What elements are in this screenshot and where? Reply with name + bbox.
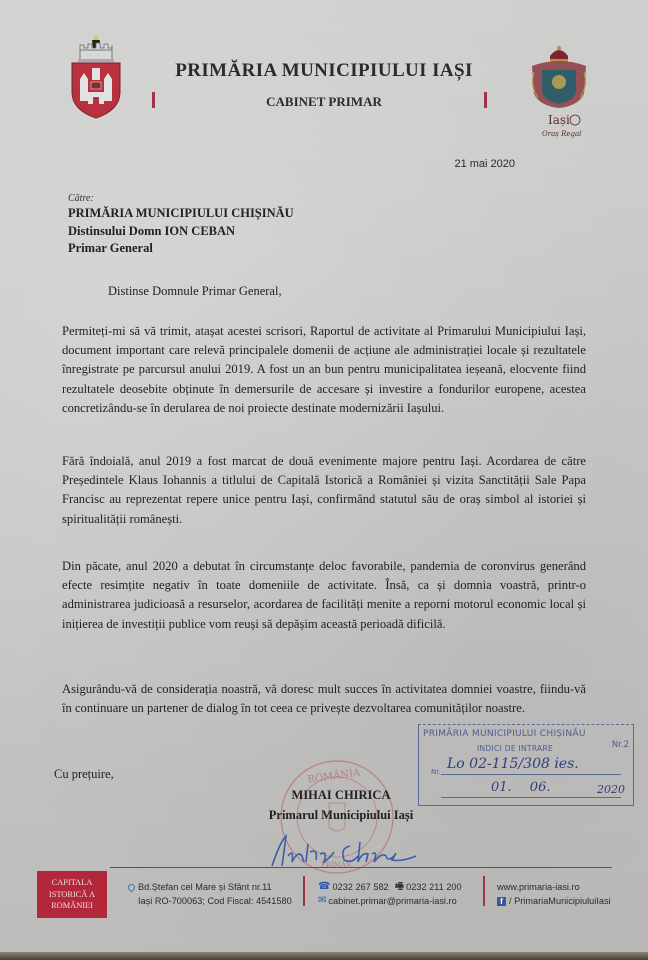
stamp-number-label: Nr. xyxy=(431,768,441,776)
body-paragraph: Din păcate, anul 2020 a debutat în circumstanțe deloc favorabile, pandemia de coronvirus generând efecte resimțite negativ în toate domeniile de activitate. Însă, ca și domnia voastră, printr-o administrarea judicioasă a resurselor, acordarea de facilități menite a reporni motorul economic local și inițierea de investiții publice vom reuși să depășim această perioadă dificilă. xyxy=(62,559,586,631)
phone-number[interactable]: 0232 267 582 xyxy=(332,882,389,892)
svg-text:ROMÂNIA: ROMÂNIA xyxy=(306,767,361,786)
recipient-institution: PRIMĂRIA MUNICIPIULUI CHIȘINĂU xyxy=(68,206,294,220)
signer-title: Primarul Municipiului Iași xyxy=(268,808,414,822)
table-edge xyxy=(0,952,648,960)
address-line-2: Iași RO-700063; Cod Fiscal: 4541580 xyxy=(138,896,292,906)
footer-divider xyxy=(110,867,612,868)
email-address[interactable]: cabinet.primar@primaria-iasi.ro xyxy=(328,896,457,906)
stamp-year: 2020 xyxy=(597,783,625,796)
svg-text:Iași: Iași xyxy=(548,113,570,127)
signer-name: MIHAI CHIRICA xyxy=(291,788,391,802)
facebook-icon: f xyxy=(497,897,506,906)
badge-line: ISTORICĂ A xyxy=(48,889,96,899)
recipient-name: Distinsului Domn ION CEBAN xyxy=(68,223,236,238)
footer-contact xyxy=(318,880,462,908)
letter-date: 21 mai 2020 xyxy=(454,158,515,170)
footer-address xyxy=(128,880,292,908)
recipient-label: Către: xyxy=(68,193,94,204)
svg-text:Oraș Regal: Oraș Regal xyxy=(542,130,582,138)
stamp-nr: Nr.2 xyxy=(611,740,629,750)
footer-divider-bar xyxy=(303,876,305,906)
salutation: Distinse Domnule Primar General, xyxy=(108,284,282,298)
email-icon: ✉ xyxy=(318,895,327,906)
recipient-block xyxy=(68,193,294,258)
location-pin-icon xyxy=(127,882,137,892)
department-name: CABINET PRIMAR xyxy=(266,94,382,109)
stamp-registration-number: Lo 02-115/308 ies. xyxy=(447,756,579,772)
badge-line: CAPITALA xyxy=(51,878,93,888)
closing: Cu prețuire, xyxy=(54,767,114,781)
stamp-rule xyxy=(441,797,621,798)
stamp-rule xyxy=(441,774,621,775)
badge-line: ROMÂNIEI xyxy=(51,901,93,911)
body-paragraph: Permiteți-mi să vă trimit, atașat acestei scrisori, Raportul de activitate al Primarului Municipiului Iași, document important care relevă principalele domenii de acțiune ale administrației locale și rezultatele înregistrate pe parcursul anului 2019. A fost un an bun pentru municipalitatea ieșeană, elocvente fiind rezultatele deosebite obținute în demersurile de accesare și investire a fondurilor europene, acestea concretizându-se în derularea de noi proiecte destinate modernizării Iașului. xyxy=(62,324,586,415)
iasi-royal-city-logo xyxy=(528,42,590,140)
fax-icon: 🖷 xyxy=(394,881,405,892)
phone-icon: ☎ xyxy=(318,881,331,892)
stamp-institution: PRIMĂRIA MUNICIPIULUI CHIȘINĂU xyxy=(423,729,586,739)
institution-name: PRIMĂRIA MUNICIPIULUI IAȘI xyxy=(175,60,473,81)
recipient-title: Primar General xyxy=(68,241,153,255)
stamp-subtitle: INDICI DE INTRARE xyxy=(477,744,554,753)
body-paragraph: Fără îndoială, anul 2019 a fost marcat de două evenimente majore pentru Iași. Acordarea de către Președintele Klaus Iohannis a titlului de Capitală Istorică a României și vizita Sanctității Sale Papa Francisc au reprezentat repere unice pentru Iași, confirmând statutul său de oraș simbol al istoriei și spiritualității românești. xyxy=(62,454,586,526)
facebook-link[interactable]: / PrimariaMunicipiuluiIasi xyxy=(509,896,611,906)
header-divider-right xyxy=(484,92,487,108)
svg-text:PRIMAR: PRIMAR xyxy=(321,861,352,869)
website-link[interactable]: www.primaria-iasi.ro xyxy=(497,882,580,892)
address-line-1: Bd.Ștefan cel Mare și Sfânt nr.11 xyxy=(138,882,272,892)
footer-web xyxy=(497,880,611,908)
body-paragraph: Asigurându-vă de considerația noastră, vă doresc mult succes în activitatea domniei voastre, fiindu-vă în continuare un partener de dialog în tot ceea ce privește dezvoltarea comunităților noastre. xyxy=(62,682,586,716)
fax-number: 0232 211 200 xyxy=(406,882,462,892)
historic-capital-badge xyxy=(37,871,107,918)
footer-divider-bar xyxy=(483,876,485,906)
registration-stamp xyxy=(418,724,634,806)
handwritten-signature xyxy=(262,822,422,872)
stamp-date: 01. 06. xyxy=(491,780,551,795)
